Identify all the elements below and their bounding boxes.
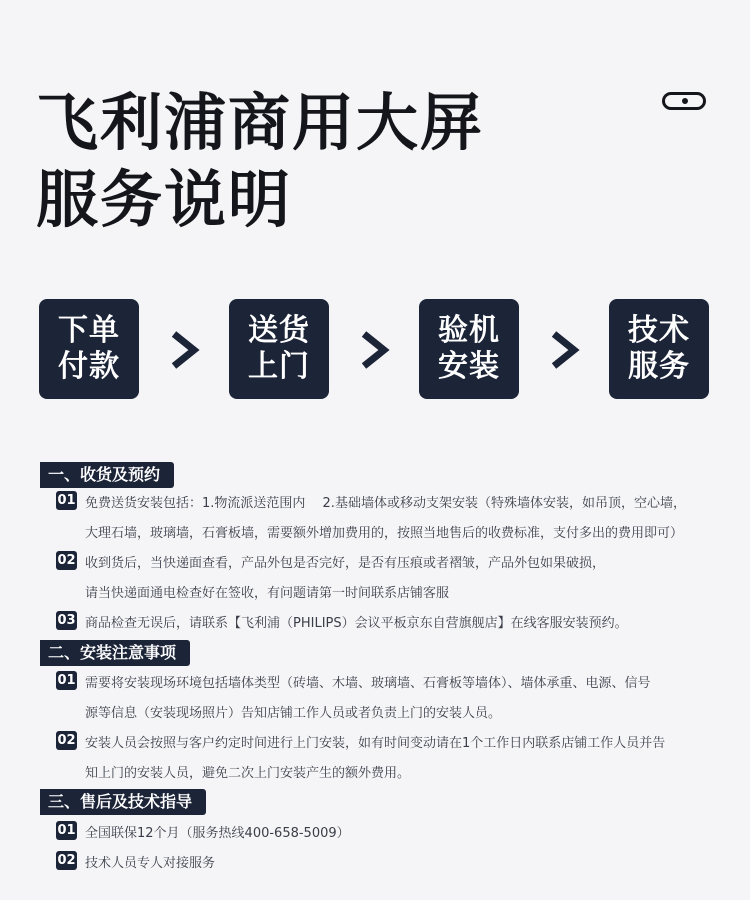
item-number-badge: 02	[57, 853, 76, 868]
step-install	[419, 299, 519, 399]
section-heading-receipt: 一、收货及预约	[40, 462, 174, 488]
item-text: 商品检查无误后，请联系【飞利浦（PHILIPS）会议平板京东自营旗舰店】在线客服安装预约。	[85, 616, 628, 631]
item-text: 收到货后，当快递面查看，产品外包是否完好，是否有压痕或者褶皱，产品外包如果破损，	[85, 556, 606, 571]
item-number-badge: 03	[57, 613, 76, 628]
title-line-2: 服务说明	[36, 163, 293, 236]
item-text: 需要将安装现场环境包括墙体类型（砖墙、木墙、玻璃墙、石膏板等墙体）、墙体承重、电源、信号	[85, 676, 651, 691]
title-line-1: 飞利浦商用大屏	[36, 86, 485, 159]
section-heading-install: 二、安装注意事项	[40, 640, 190, 666]
page-title	[36, 84, 484, 238]
step-label: 安装	[438, 349, 500, 384]
item-number-badge: 01	[57, 823, 76, 838]
chevron-right-icon	[358, 330, 392, 370]
step-label: 服务	[628, 349, 690, 384]
item-text: 免费送货安装包括：1.物流派送范围内 2.基础墙体或移动支架安装（特殊墙体安装，如吊顶，空心墙，	[85, 496, 686, 511]
item-text: 请当快递面通电检查好在签收，有问题请第一时间联系店铺客服	[85, 586, 450, 601]
step-label: 付款	[58, 349, 120, 384]
section-heading-aftersales: 三、售后及技术指导	[40, 789, 206, 815]
pill-icon	[662, 92, 706, 110]
item-number-badge: 01	[57, 493, 76, 508]
step-label: 技术	[628, 313, 690, 348]
item-text: 技术人员专人对接服务	[85, 856, 216, 871]
chevron-right-icon	[168, 330, 202, 370]
step-label: 下单	[58, 313, 120, 348]
step-label: 送货	[248, 313, 310, 348]
item-number-badge: 02	[57, 733, 76, 748]
item-text: 知上门的安装人员，避免二次上门安装产生的额外费用。	[85, 766, 411, 781]
step-delivery	[229, 299, 329, 399]
step-order	[39, 299, 139, 399]
item-number-badge: 01	[57, 673, 76, 688]
item-text: 全国联保12个月（服务热线400-658-5009）	[85, 826, 350, 841]
item-text: 安装人员会按照与客户约定时间进行上门安装，如有时间变动请在1个工作日内联系店铺工作人员并告	[85, 736, 666, 751]
step-label: 验机	[438, 313, 500, 348]
item-text: 源等信息（安装现场照片）告知店铺工作人员或者负责上门的安装人员。	[85, 706, 502, 721]
step-service	[609, 299, 709, 399]
item-number-badge: 02	[57, 553, 76, 568]
item-text: 大理石墙，玻璃墙，石膏板墙，需要额外增加费用的，按照当地售后的收费标准，支付多出的费用即可）	[85, 526, 684, 541]
step-label: 上门	[248, 349, 310, 384]
chevron-right-icon	[548, 330, 582, 370]
